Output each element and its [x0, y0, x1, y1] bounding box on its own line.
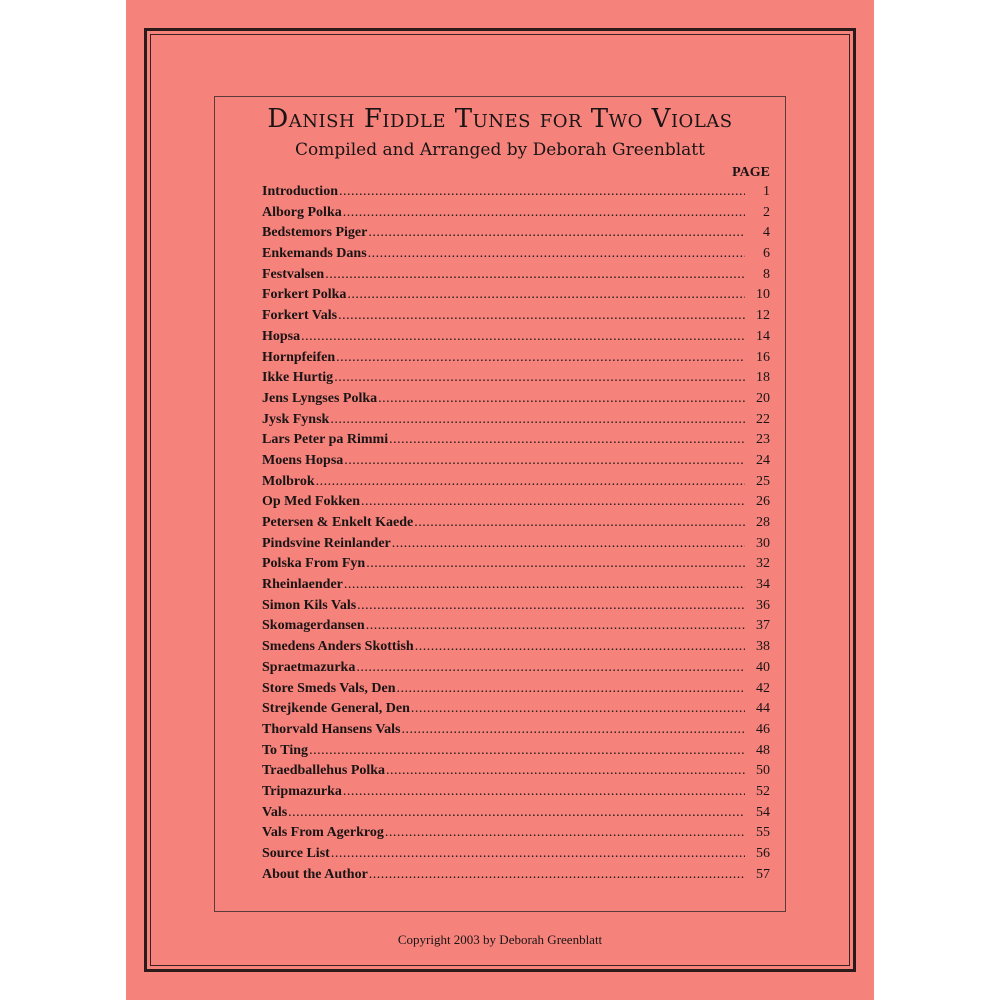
toc-entry-page: 24 [756, 452, 770, 468]
toc-entry-title: Jens Lyngses Polka [262, 390, 378, 406]
toc-dot-leader [309, 741, 745, 762]
toc-dot-leader [392, 534, 745, 555]
toc-entry-title: Enkemands Dans [262, 246, 367, 262]
toc-entry [262, 616, 770, 637]
toc-entry [262, 761, 770, 782]
toc-entry [262, 203, 770, 224]
toc-entry [262, 389, 770, 410]
toc-dot-leader [336, 348, 745, 369]
toc-entry-page: 38 [756, 639, 770, 655]
toc-dot-leader [343, 782, 745, 803]
toc-dot-leader [366, 616, 745, 637]
toc-entry-page: 23 [756, 432, 770, 448]
toc-entry-page: 28 [756, 515, 770, 530]
toc-entry [262, 720, 770, 741]
toc-dot-leader [369, 865, 745, 886]
toc-entry [262, 803, 770, 824]
toc-dot-leader [343, 203, 745, 224]
page-column-heading: PAGE [732, 165, 770, 180]
toc-entry-page: 36 [756, 597, 770, 613]
toc-dot-leader [397, 679, 745, 700]
toc-dot-leader [338, 306, 745, 327]
toc-entry-title: Forkert Vals [262, 308, 338, 324]
toc-entry-page: 12 [756, 308, 770, 324]
toc-entry-page: 37 [756, 618, 770, 634]
toc-dot-leader [331, 844, 745, 865]
toc-entry [262, 844, 770, 865]
toc-entry-page: 18 [756, 370, 770, 386]
toc-entry [262, 865, 770, 886]
toc-dot-leader [325, 265, 745, 286]
toc-entry-page: 1 [763, 184, 770, 199]
toc-entry [262, 823, 770, 844]
toc-entry-title: Moens Hopsa [262, 452, 344, 468]
toc-entry [262, 182, 770, 203]
toc-entry-title: Vals [262, 804, 288, 820]
toc-entry-page: 16 [756, 349, 770, 365]
toc-entry-title: Ikke Hurtig [262, 370, 334, 386]
toc-dot-leader [316, 472, 745, 493]
toc-entry-title: Festvalsen [262, 266, 325, 282]
toc-dot-leader [361, 492, 745, 513]
toc-entry-page: 6 [763, 246, 770, 262]
toc-entry-title: Rheinlaender [262, 577, 343, 593]
toc-entry [262, 554, 770, 575]
toc-entry [262, 430, 770, 451]
toc-entry-page: 54 [756, 804, 770, 820]
toc-entry-title: Smedens Anders Skottish [262, 639, 414, 655]
toc-entry-title: Lars Peter pa Rimmi [262, 432, 389, 448]
toc-entry-title: Introduction [262, 184, 338, 199]
toc-dot-leader [368, 223, 745, 244]
toc-entry [262, 679, 770, 700]
toc-dot-leader [378, 389, 745, 410]
toc-entry-title: Molbrok [262, 473, 315, 489]
toc-entry-title: Tripmazurka [262, 783, 342, 799]
toc-entry-page: 50 [756, 763, 770, 779]
toc-entry-title: Skomagerdansen [262, 618, 365, 634]
toc-dot-leader [385, 823, 745, 844]
toc-dot-leader [402, 720, 746, 741]
document-title: Danish Fiddle Tunes for Two Violas [267, 104, 733, 134]
toc-dot-leader [301, 327, 745, 348]
toc-entry [262, 223, 770, 244]
toc-entry-page: 22 [756, 411, 770, 427]
toc-entry [262, 741, 770, 762]
toc-entry [262, 575, 770, 596]
toc-entry-page: 55 [756, 825, 770, 841]
toc-entry-title: Strejkende General, Den [262, 701, 410, 717]
toc-entry [262, 596, 770, 617]
toc-entry-title: Thorvald Hansens Vals [262, 721, 401, 737]
toc-entry-title: Store Smeds Vals, Den [262, 680, 396, 696]
toc-entry-title: Spraetmazurka [262, 659, 356, 675]
toc-dot-leader [386, 761, 745, 782]
toc-entry [262, 782, 770, 803]
toc-entry [262, 699, 770, 720]
toc-entry-page: 20 [756, 390, 770, 406]
toc-dot-leader [357, 596, 745, 617]
toc-dot-leader [411, 699, 745, 720]
toc-dot-leader [347, 285, 745, 306]
toc-entry [262, 492, 770, 513]
toc-entry-title: Polska From Fyn [262, 556, 366, 572]
toc-entry [262, 637, 770, 658]
toc-entry-page: 10 [756, 287, 770, 303]
toc-entry-page: 14 [756, 328, 770, 344]
toc-entry-title: Simon Kils Vals [262, 597, 357, 613]
toc-dot-leader [389, 430, 745, 451]
toc-entry-title: Bedstemors Piger [262, 225, 368, 241]
toc-entry-page: 34 [756, 577, 770, 593]
toc-entry-page: 44 [756, 701, 770, 717]
toc-entry-page: 52 [756, 783, 770, 799]
toc-entry-page: 30 [756, 535, 770, 551]
toc-dot-leader [366, 554, 745, 575]
toc-entry [262, 534, 770, 555]
toc-entry-title: Source List [262, 846, 330, 861]
toc-entry [262, 658, 770, 679]
toc-dot-leader [356, 658, 745, 679]
toc-entry [262, 265, 770, 286]
toc-entry-title: To Ting [262, 742, 309, 758]
toc-entry [262, 327, 770, 348]
toc-entry-title: Op Med Fokken [262, 494, 361, 510]
toc-entry-page: 26 [756, 494, 770, 510]
toc-dot-leader [368, 244, 745, 265]
toc-entry [262, 348, 770, 369]
toc-entry-page: 56 [756, 846, 770, 861]
toc-dot-leader [344, 451, 745, 472]
toc-entry-page: 4 [763, 225, 770, 241]
toc-dot-leader [339, 182, 745, 203]
toc-entry-title: Hopsa [262, 328, 301, 344]
toc-dot-leader [334, 368, 745, 389]
toc-entry-page: 42 [756, 680, 770, 696]
toc-entry-title: Vals From Agerkrog [262, 825, 384, 841]
toc-entry [262, 410, 770, 431]
toc-entry-page: 25 [756, 473, 770, 489]
toc-dot-leader [330, 410, 745, 431]
toc-dot-leader [344, 575, 745, 596]
toc-entry [262, 513, 770, 534]
table-of-contents [262, 182, 770, 885]
toc-dot-leader [415, 637, 745, 658]
document-subtitle: Compiled and Arranged by Deborah Greenblatt [295, 140, 705, 160]
toc-entry-title: Hornpfeifen [262, 349, 336, 365]
copyright-notice: Copyright 2003 by Deborah Greenblatt [397, 932, 603, 947]
toc-entry [262, 306, 770, 327]
toc-entry-title: Alborg Polka [262, 204, 342, 220]
toc-entry-page: 40 [756, 659, 770, 675]
toc-entry-title: Forkert Polka [262, 287, 347, 303]
toc-entry-page: 32 [756, 556, 770, 572]
toc-entry-title: Petersen & Enkelt Kaede [262, 515, 414, 530]
toc-entry-page: 48 [756, 742, 770, 758]
toc-entry-page: 46 [756, 721, 770, 737]
toc-entry [262, 472, 770, 493]
toc-entry-title: Pindsvine Reinlander [262, 535, 391, 551]
toc-entry-page: 57 [756, 866, 770, 882]
toc-entry-title: Jysk Fynsk [262, 411, 330, 427]
toc-entry [262, 285, 770, 306]
toc-dot-leader [288, 803, 745, 824]
toc-entry-page: 8 [763, 266, 770, 282]
toc-entry [262, 368, 770, 389]
toc-entry-title: Traedballehus Polka [262, 763, 386, 779]
toc-entry [262, 244, 770, 265]
toc-dot-leader [414, 513, 745, 534]
toc-entry-title: About the Author [262, 866, 368, 882]
toc-entry-page: 2 [763, 204, 770, 220]
toc-entry [262, 451, 770, 472]
